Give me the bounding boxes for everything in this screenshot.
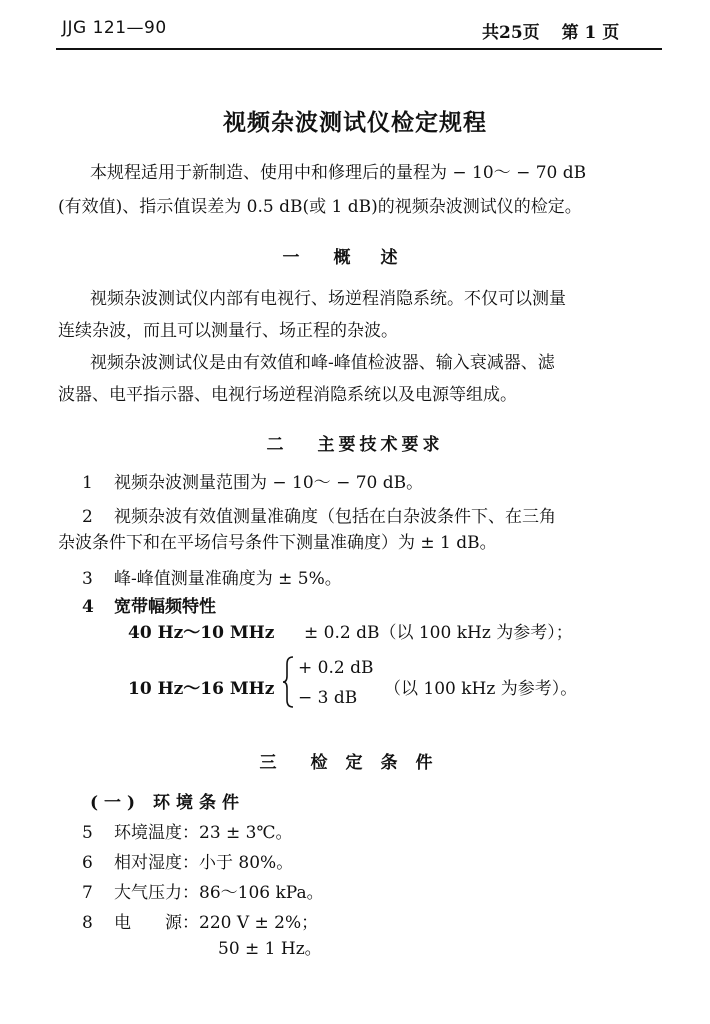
paragraph-line: 视频杂波测试仪内部有电视行、场逆程消隐系统。不仅可以测量	[90, 289, 566, 309]
list-item-continuation: 杂波条件下和在平场信号条件下测量准确度）为 ± 1 dB。	[58, 533, 497, 553]
page-number: 第 1 页	[561, 23, 620, 43]
section-title: 检定条件	[310, 753, 451, 773]
list-item-continuation: 50 ± 1 Hz。	[218, 939, 322, 959]
freq-range-1: 40 Hz～10 MHz	[128, 623, 275, 643]
list-item: 8 电 源：220 V ± 2%；	[82, 913, 319, 933]
list-item: 5 环境温度：23 ± 3℃。	[82, 823, 293, 843]
freq-upper-tolerance: + 0.2 dB	[298, 658, 374, 678]
page-info	[482, 18, 635, 43]
page-title: 视频杂波测试仪检定规程	[223, 109, 487, 136]
header-rule	[56, 48, 662, 50]
section-title: 主要技术要求	[317, 435, 444, 455]
subsection-title: (一) 环境条件	[90, 793, 246, 813]
list-item: 4 宽带幅频特性	[82, 597, 216, 617]
section-title: 概述	[333, 248, 428, 268]
list-item: 1 视频杂波测量范围为 − 10～ − 70 dB。	[82, 473, 424, 493]
section-heading-1	[0, 243, 710, 268]
section-number: 一	[282, 248, 300, 268]
paragraph-line: 波器、电平指示器、电视行场逆程消隐系统以及电源等组成。	[58, 385, 517, 405]
section-heading-3	[0, 748, 710, 773]
freq-value-1: ± 0.2 dB（以 100 kHz 为参考）；	[304, 623, 573, 643]
paragraph-line: 连续杂波，而且可以测量行、场正程的杂波。	[58, 321, 398, 341]
document-code: JJG 121—90	[62, 18, 167, 38]
paragraph-line: 视频杂波测试仪是由有效值和峰-峰值检波器、输入衰减器、滤	[90, 353, 555, 373]
list-item: 3 峰-峰值测量准确度为 ± 5%。	[82, 569, 342, 589]
section-number: 三	[259, 753, 277, 773]
intro-line-2: (有效值)、指示值误差为 0.5 dB(或 1 dB)的视频杂波测试仪的检定。	[58, 197, 582, 217]
freq-note: （以 100 kHz 为参考）。	[384, 679, 578, 699]
freq-lower-tolerance: − 3 dB	[298, 688, 358, 708]
intro-line-1: 本规程适用于新制造、使用中和修理后的量程为 − 10～ − 70 dB	[90, 163, 587, 183]
list-item: 7 大气压力：86～106 kPa。	[82, 883, 324, 903]
section-number: 二	[266, 435, 284, 455]
section-heading-2	[0, 430, 710, 455]
list-item: 2 视频杂波有效值测量准确度（包括在白杂波条件下、在三角	[82, 507, 556, 527]
freq-range-2: 10 Hz～16 MHz	[128, 679, 275, 699]
brace-icon	[282, 656, 294, 708]
total-pages: 共25页	[482, 23, 540, 43]
list-item: 6 相对湿度：小于 80%。	[82, 853, 294, 873]
